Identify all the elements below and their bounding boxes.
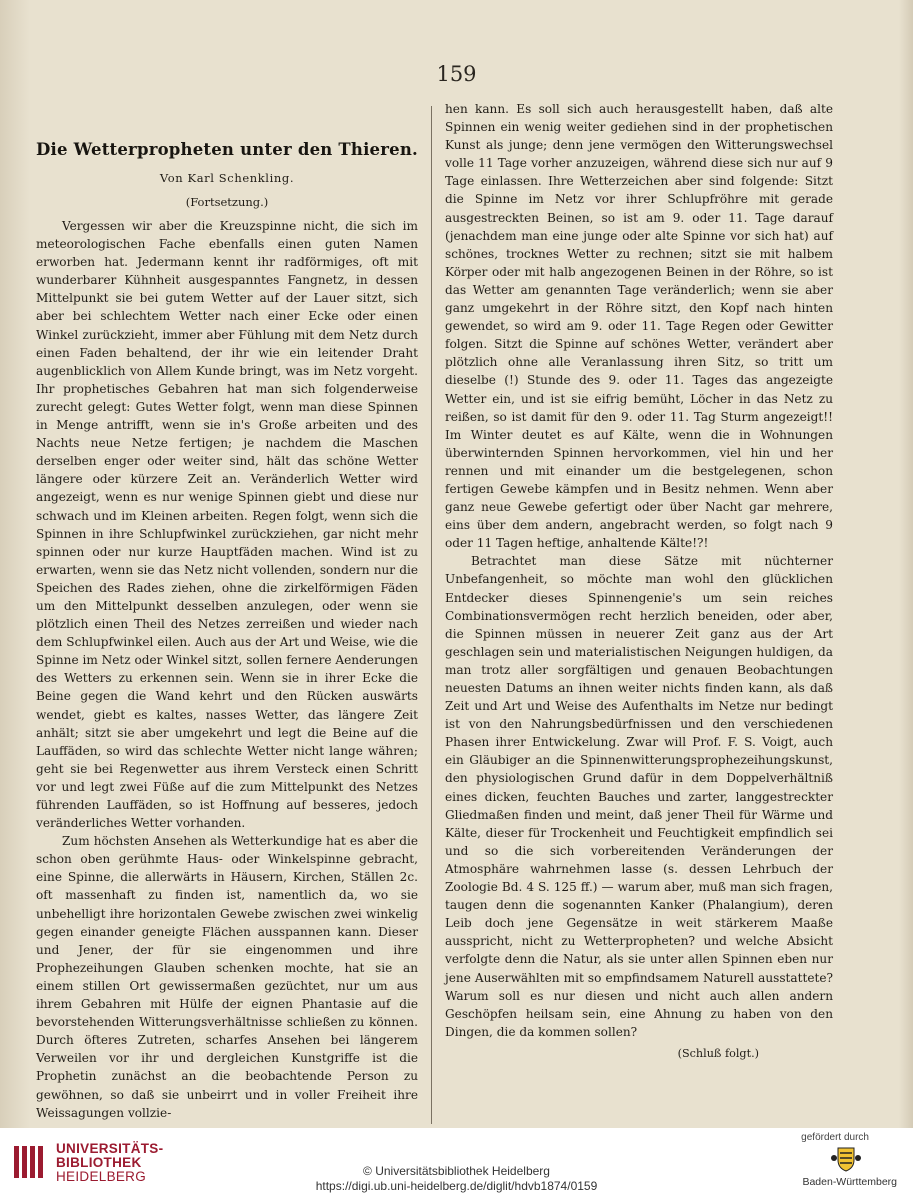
sponsor-name: Baden-Württemberg	[802, 1176, 897, 1188]
library-name-line: BIBLIOTHEK	[56, 1155, 142, 1170]
page-edge-right	[899, 0, 913, 1128]
article-title: Die Wetterpropheten unter den Thieren.	[36, 140, 418, 159]
page-number: 159	[436, 62, 477, 86]
paragraph: Vergessen wir aber die Kreuzspinne nicht, die sich im meteorologischen Fache ebenfalls einen guten Namen erworben hat. Jedermann kennt ihr radförmiges, oft mit wunderbarer Kühnheit ausgespanntes Fangnetz, in dessen Mittelpunkt sie bei gutem Wetter auf der Lauer sitzt, sich aber bei schlechtem Wetter nach einer Ecke oder einen Winkel zurückzieht, immer aber Fühlung mit dem Netz durch einen Faden behaltend, der ihr wie ein leitender Draht augenblicklich von Allem Kunde bringt, was im Netz vorgeht. Ihr prophetisches Gebahren hat man sich folgenderweise zurecht gelegt: Gutes Wetter folgt, wenn man diese Spinnen in Menge antrifft, wenn sie in's Große arbeiten und des Nachts neue Netze fertigen; je nachdem die Maschen derselben enger oder weiter sind, hält das schöne Wetter längere oder kürzere Zeit an. Veränderlich Wetter wird angezeigt, wenn es nur wenige Spinnen giebt und diese nur schwach und im Kleinen arbeiten. Regen folgt, wenn sich die Spinnen in ihre Schlupfwinkel zurückziehen, gar nicht mehr spinnen oder nur kurze Hauptfäden machen. Wind ist zu erwarten, wenn sie das Netz nicht vollenden, sondern nur die Speichen des Rades ziehen, ohne die zirkelförmigen Fäden um den Mittelpunkt desselben anzulegen, oder wenn sie plötzlich einen Theil des Netzes zerreißen und wieder nach dem Schlupfwinkel eilen. Auch aus der Art und Weise, wie die Spinne im Netz oder Winkel sitzt, sollen fernere Aenderungen des Wetters zu erkennen sein. Wenn sie in ihrer Ecke die Beine gegen die Wand kehrt und den Rücken auswärts wendet, giebt es kaltes, nasses Wetter, das längere Zeit anhält; sitzt sie aber umgekehrt und legt die Beine auf die Lauffäden, so wird das schlechte Wetter nicht lange währen; geht sie bei Regenwetter aus ihrem Versteck einen Schritt vor und legt zwei Füße auf die zum Mittelpunkt des Netzes führenden Lauffäden, so ist Hoffnung auf besseres, jedoch veränderliches Wetter vorhanden.	[36, 219, 418, 831]
page-edge-left	[0, 0, 30, 1128]
library-name-line: UNIVERSITÄTS-	[56, 1141, 164, 1156]
sponsor-label: gefördert durch	[801, 1132, 869, 1143]
paragraph: hen kann. Es soll sich auch herausgestellt haben, daß alte Spinnen ein wenig weiter gediehen sind in der prophetischen Kunst als junge; denn jene vermögen den Witterungswechsel volle 11 Tage vorher anzuzeigen, während diese sich nur auf 9 Tage einlassen. Ihre Wetterzeichen aber sind folgende: Sitzt die Spinne im Netz vor ihrer Schlupfröhre mit gerade ausgestreckten Beinen, so ist am 9. oder 11. Tage darauf (jenachdem man eine junge oder alte Spinne vor sich hat) auf schönes, trocknes Wetter zu rechnen; sitzt sie mit halbem Körper oder mit halb angezogenen Beinen in der Röhre, so ist das Wetter am genannten Tage veränderlich; wenn sie aber ganz umgekehrt in der Röhre sitzt, den Kopf nach hinten gewendet, so wird am 9. oder 11. Tage Regen oder Gewitter folgen. Sitzt die Spinne auf schönes Wetter, verändert aber plötzlich ohne alle Veranlassung ihren Sitz, so tritt um dieselbe (!) Stunde des 9. oder 11. Tages das angezeigte Wetter ein, und ist sie eifrig bemüht, Löcher in das Netz zu reißen, so ist damit für den 9. oder 11. Tag Sturm angezeigt!! Im Winter deutet es auf Kälte, wenn die in Wohnungen überwinternden Spinnen hervorkommen, viel hin und her rennen und mit einander um die bestgelegenen, schon fertigen Gewebe kämpfen und in Besitz nehmen. Wenn aber ganz neue Gewebe gefertigt oder über Nacht gar mehrere, eins über dem andern, angebracht werden, so folgt nach 9 oder 11 Tagen heftige, anhaltende Kälte!?!	[445, 102, 833, 551]
copyright-text: © Universitätsbibliothek Heidelberg	[363, 1164, 550, 1178]
paragraph: Betrachtet man diese Sätze mit nüchterner Unbefangenheit, so möchte man wohl den glücklichen Entdecker dieses Spinnengenie's um sein reiches Combinationsvermögen recht herzlich beneiden, oder aber, die Spinnen müssen in neuerer Zeit ganz aus der Art geschlagen sein und materialistischen Neigungen huldigen, da man trotz aller sorgfältigen und genauen Beobachtungen neuesten Datums an ihnen weiter nichts finden kann, als daß Zeit und Art und Weise des Aufenthalts im Netze nur bedingt ist von den Nahrungsbedürfnissen und den verschiedenen Phasen ihrer Entwickelung. Zwar will Prof. F. S. Voigt, auch ein Gläubiger an die Spinnenwitterungsprophezeihungskunst, den physiologischen Grund dafür in dem Doppelverhältniß eines dicken, feuchten Bauches und zarter, langgestreckter Gliedmaßen finden und meint, daß jener Theil für Wärme und Kälte, dieser für Trockenheit und Feuchtigkeit empfindlich sei und so die sich vorbereitenden Veränderungen der Atmosphäre wahrnehmen lasse (s. dessen Lehrbuch der Zoologie Bd. 4 S. 125 ff.) — warum aber, muß man sich fragen, taugen denn die sogenannten Kanker (Phalangium), deren Leib doch jene Gegensätze in weit stärkerem Maaße ausspricht, nicht zu Wetterpropheten? und welche Absicht verfolgte denn die Natur, als sie unter allen Spinnen eben nur jene Auserwählten mit so empfindsamem Naturell ausstattete? Warum soll es nur diesen und nicht auch allen andern Geschöpfen heilsam sein, eine Ahnung zu haben von den Dingen, die da kommen sollen?	[445, 554, 833, 1039]
left-column	[36, 100, 418, 1122]
paragraph: Zum höchsten Ansehen als Wetterkundige hat es aber die schon oben gerühmte Haus- oder Winkelspinne gebracht, eine Spinne, die allerwärts in Häusern, Kirchen, Ställen 2c. oft massenhaft zu finden ist, namentlich da, wo sie unbehelligt ihre horizontalen Gewebe zwischen zwei winkelig gegen einander geneigte Flächen ausspannen kann. Dieser und Jener, der für sie eingenommen und ihre Prophezeihungen Glauben schenken mochte, hat sie an einem stillen Ort gewissermaßen gezüchtet, nur um aus ihrem Gebahren mit Hülfe der eignen Phantasie auf die bevorstehenden Witterungsverhältnisse schließen zu können. Durch öfteres Zutreten, scharfes Ansehen bei längerem Verweilen vor ihr und dergleichen Kunstgriffe ist die Prophetin zunächst an die beobachtende Person zu gewöhnen, so daß sie unbeirrt und in voller Freiheit ihre Weissagungen vollzie-	[36, 834, 418, 1120]
article-byline: Von Karl Schenkling.	[159, 171, 295, 185]
continuation-note: (Fortsetzung.)	[185, 195, 269, 209]
permalink[interactable]: https://digi.ub.uni-heidelberg.de/diglit/hdvb1874/0159	[315, 1179, 598, 1193]
column-divider	[431, 106, 432, 1124]
closing-note: (Schluß folgt.)	[677, 1046, 759, 1060]
viewer-footer	[0, 1128, 913, 1193]
state-crest-icon	[829, 1146, 863, 1172]
library-name-line: HEIDELBERG	[56, 1169, 147, 1184]
right-column	[445, 100, 833, 1060]
